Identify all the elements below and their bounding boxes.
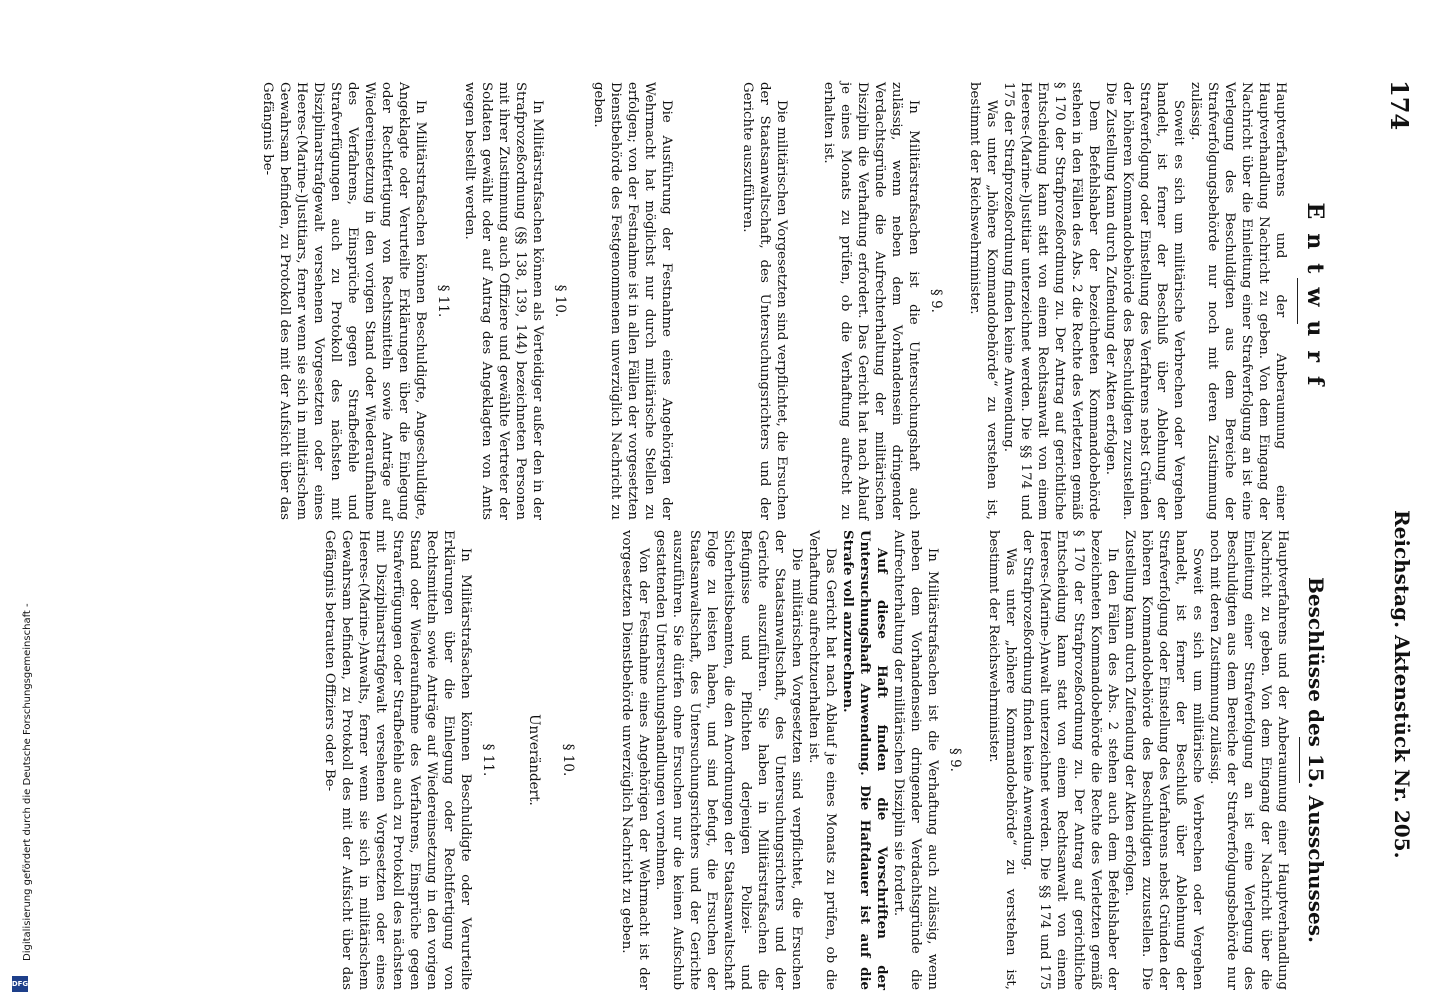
- paragraph-bold: [839, 530, 890, 990]
- paragraph: Hauptverfahrens und der Anberaumung einer Hauptverhandlung Nachricht zu geben. Von dem Eingang der Nachricht über die Einleitung einer Strafverfolgung an ist eine Verlegung des Beschuldigten aus dem Bereiche der Strafverfolgungsbehörde nur noch mit deren Zustimmung zulässig.: [1207, 530, 1290, 990]
- footer-text: Digitalisierung gefördert durch die Deutsche Forschungsgemeinschaft -: [22, 603, 33, 961]
- section-heading-9: § 9.: [947, 748, 963, 772]
- paragraph: Dem Befehlshaber der bezeichneten Kommandobehörde stehen in den Fällen des Abs. 2 die Rechte des Verletzten gemäß § 170 der Strafprozeßordnung zu. Der Antrag auf gerichtliche Entscheidung kann statt von einem Rechtsanwalt von einem Heeres-(Marine-)Justitiar unterzeichnet werden. Die §§ 174 und 175 der Strafprozeßordnung finden keine Anwendung.: [1001, 82, 1101, 520]
- paragraph: Soweit es sich um militärische Verbrechen oder Vergehen handelt, ist ferner der Beschluß über Ablehnung der Strafverfolgung oder Einstellung des Verfahrens nebst Gründen der höheren Kommandobehörde des Beschuldigten zuzustellen. Die Zustellung kann durch Zufendung der Akten erfolgen.: [1122, 530, 1205, 990]
- paragraph: Die militärischen Vorgesetzten sind verpflichtet, die Ersuchen der Staatsanwaltschaft, des Untersuchungsrichters und der Gerichte auszuführen.: [740, 82, 789, 520]
- section-heading-9: § 9.: [928, 289, 944, 313]
- section-heading-10: § 10.: [560, 743, 576, 777]
- paragraph: Von der Festnahme eines Angehörigen der Wehrmacht ist der vorgesetzten Dienstbehörde unverzüglich Nachricht zu geben.: [619, 530, 651, 990]
- paragraph: Die Ausführung der Festnahme eines Angehörigen der Wehrmacht hat möglichst nur durch militärische Stellen zu erfolgen; von der Festnahme ist in allen Fällen der vorgesetzten Dienstbehörde des Festgenommenen unverzüglich Nachricht zu geben.: [591, 82, 674, 520]
- title-rule: [1297, 278, 1298, 324]
- column-title-entwurf: Entwurf: [1302, 202, 1328, 400]
- dfg-logo: DFG: [12, 976, 28, 992]
- left-column-entwurf: [259, 82, 1328, 520]
- unchanged-note: Unverändert.: [526, 714, 542, 806]
- right-column-beschluesse: [321, 530, 1328, 990]
- column-title-beschluesse: Beschlüsse des 15. Ausschusses.: [1304, 577, 1328, 943]
- paragraph: Hauptverfahrens und der Anberaumung einer Hauptverhandlung Nachricht zu geben. Von dem Eingang der Nachricht über die Einleitung einer Strafverfolgung an ist eine Verlegung des Beschuldigten aus dem Bereiche der Strafverfolgungsbehörde nur noch mit deren Zustimmung zulässig.: [1188, 82, 1288, 520]
- bold-amendment: Auf diese Haft finden die Vorschriften der Untersuchungshaft Anwendung. Die Haftdauer ist auf die Strafe voll anzurechnen.: [840, 530, 889, 990]
- paragraph: In den Fällen des Abs. 2 stehen auch dem Befehlshaber der bezeichneten Kommandobehörde die Rechte des Verletzten gemäß § 170 der Strafprozeßordnung zu. Der Antrag auf gerichtliche Entscheidung kann statt von einem Rechtsanwalt von einem Heeres-(Marine-)Anwalt unterzeichnet werden. Die §§ 174 und 175 der Strafprozeßordnung finden keine Anwendung.: [1020, 530, 1120, 990]
- section-heading-10: § 10.: [552, 284, 568, 318]
- section-heading-11: § 11.: [435, 284, 451, 318]
- paragraph: Soweit es sich um militärische Verbrechen oder Vergehen handelt, ist ferner der Beschluß über Ablehnung der Strafverfolgung oder Einstellung des Verfahrens nebst Gründen der höheren Kommandobehörde des Beschuldigten zuzustellen. Die Zustellung kann durch Zufendung der Akten erfolgen.: [1103, 82, 1186, 520]
- paragraph: In Militärstrafsachen ist die Verhaftung auch zulässig, wenn neben dem Vorhandensein dringender Verdachtsgründe die Aufrechterhaltung der militärischen Disziplin sie fordert.: [891, 530, 940, 990]
- section-heading-11: § 11.: [480, 743, 496, 777]
- paragraph: Was unter „höhere Kommandobehörde“ zu verstehen ist, bestimmt der Reichswehrminister.: [967, 82, 999, 520]
- paragraph: In Militärstrafsachen können Beschuldigte, Angeschuldigte, Angeklagte oder Verurteilte Erklärungen über die Einlegung oder Rechtfertigung von Rechtsmitteln sowie Anträge auf Wiedereinsetzung in den vorigen Stand oder Wiederaufnahme des Verfahrens, Einsprüche gegen Strafbefehle und Strafverfügungen auch zu Protokoll des nächsten mit Disziplinarstrafgewalt versehenen Vorgesetzten oder eines Heeres-(Marine-)Justitiars, ferner wenn sie sich in militärischem Gewahrsam befinden, zu Protokoll des mit der Aufsicht über das Gefängnis be-: [260, 82, 428, 520]
- page-title: Reichstag. Aktenstück Nr. 205.: [1390, 510, 1414, 859]
- paragraph: In Militärstrafsachen können Beschuldigte oder Verurteilte Erklärungen über die Einlegung oder Rechtfertigung von Rechtsmitteln sowie Anträge auf Wiedereinsetzung in den vorigen Stand oder Wiederaufnahme des Verfahrens, Einsprüche gegen Strafverfügungen oder Strafbefehle auch zu Protokoll des nächsten mit Disziplinarstrafgewalt versehenen Vorgesetzten oder eines Heeres-(Marine-)Anwalts, ferner wenn sie sich in militärischem Gewahrsam befinden, zu Protokoll des mit der Aufsicht über das Gefängnis betrauten Offiziers oder Be-: [322, 530, 473, 990]
- paragraph: Die militärischen Vorgesetzten sind verpflichtet, die Ersuchen der Staatsanwaltschaft, des Untersuchungsrichters und der Gerichte auszuführen. Sie haben in Militärstrafsachen die Befugnisse und Pflichten derjenigen Polizei- und Sicherheitsbeamten, die den Anordnungen der Staatsanwaltschaft Folge zu leisten haben, und sind befugt, die Ersuchen der Staatsanwaltschaft, des Untersuchungsrichters und der Gerichte auszuführen. Sie dürfen ohne Ersuchen nur die keinen Aufschub gestattenden Untersuchungshandlungen vornehmen.: [653, 530, 804, 990]
- paragraph: Was unter „höhere Kommandobehörde“ zu verstehen ist, bestimmt der Reichswehrminister.: [986, 530, 1018, 990]
- paragraph: In Militärstrafsachen ist die Untersuchungshaft auch zulässig, wenn neben dem Vorhandensein dringender Verdachtsgründe die Aufrechterhaltung der militärischen Disziplin die Verhaftung erfordert. Das Gericht hat nach Ablauf je eines Monats zu prüfen, ob die Verhaftung aufrecht zu erhalten ist.: [821, 82, 921, 520]
- page-number: 174: [1385, 80, 1414, 131]
- paragraph: In Militärstrafsachen können als Verteidiger außer den in der Strafprozeßordnung (§§ 138, 139, 144) bezeichneten Personen mit ihrer Zustimmung auch Offiziere und gewählte Vertreter der Soldaten gewählt oder auf Antrag des Angeklagten von Amts wegen bestellt werden.: [462, 82, 545, 520]
- paragraph: Das Gericht hat nach Ablauf je eines Monats zu prüfen, ob die Verhaftung aufrechtzuerhalten ist.: [806, 530, 838, 990]
- title-rule: [1299, 737, 1300, 783]
- digitization-footer: [11, 4, 33, 994]
